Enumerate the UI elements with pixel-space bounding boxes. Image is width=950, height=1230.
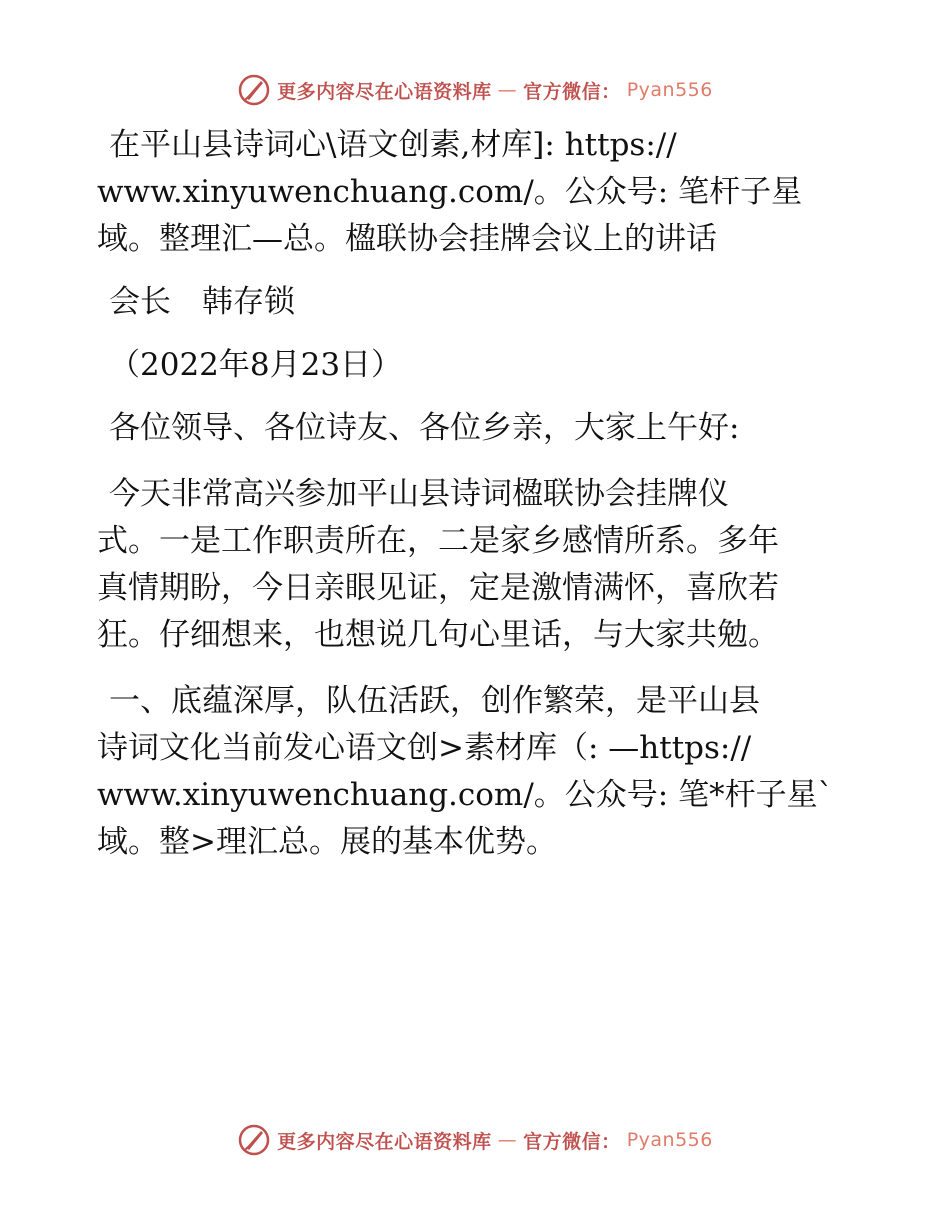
heading-line: www.xinyuwenchuang.com/。公众号: 笔杆子星 <box>97 174 803 210</box>
section-line: 一、底蕴深厚，队伍活跃，创作繁荣，是平山县 <box>109 683 760 719</box>
watermark-contact-id: Pyan556 <box>626 79 713 101</box>
document-heading <box>97 122 857 263</box>
author-line: 会长 韩存锁 <box>109 284 295 320</box>
watermark-contact-label: 官方微信： <box>523 1130 621 1153</box>
paragraph-1 <box>97 471 857 659</box>
watermark-separator: — <box>497 1129 518 1151</box>
watermark-main-text: 更多内容尽在心语资料库 <box>277 1130 492 1153</box>
watermark-separator: — <box>497 79 518 101</box>
watermark-contact-label: 官方微信： <box>523 80 621 103</box>
quill-logo-icon <box>237 73 271 107</box>
paragraph-line: 真情期盼，今日亲眼见证，定是激情满怀，喜欣若 <box>97 570 779 606</box>
paragraph-line: 式。一是工作职责所在，二是家乡感情所系。多年 <box>97 523 779 559</box>
heading-line: 在平山县诗词心\语文创素,材库]: https:// <box>109 127 677 163</box>
section-line: 诗词文化当前发心语文创>素材库（: —https:// <box>97 730 752 766</box>
header-watermark <box>0 70 950 110</box>
quill-logo-icon <box>237 1123 271 1157</box>
greeting-line: 各位领导、各位诗友、各位乡亲，大家上午好: <box>109 410 740 446</box>
paragraph-line: 今天非常高兴参加平山县诗词楹联协会挂牌仪 <box>109 476 729 512</box>
document-body <box>97 122 857 866</box>
section-line: 域。整>理汇总。展的基本优势。 <box>97 824 557 860</box>
heading-line: 域。整理汇—总。楹联协会挂牌会议上的讲话 <box>97 221 717 257</box>
footer-watermark <box>0 1120 950 1160</box>
paragraph-line: 狂。仔细想来，也想说几句心里话，与大家共勉。 <box>97 617 779 653</box>
date-line: （2022年8月23日） <box>109 347 403 383</box>
watermark-main-text: 更多内容尽在心语资料库 <box>277 80 492 103</box>
section-1 <box>97 678 857 866</box>
watermark-contact-id: Pyan556 <box>626 1129 713 1151</box>
section-line: www.xinyuwenchuang.com/。公众号: 笔*杆子星` <box>97 777 834 813</box>
